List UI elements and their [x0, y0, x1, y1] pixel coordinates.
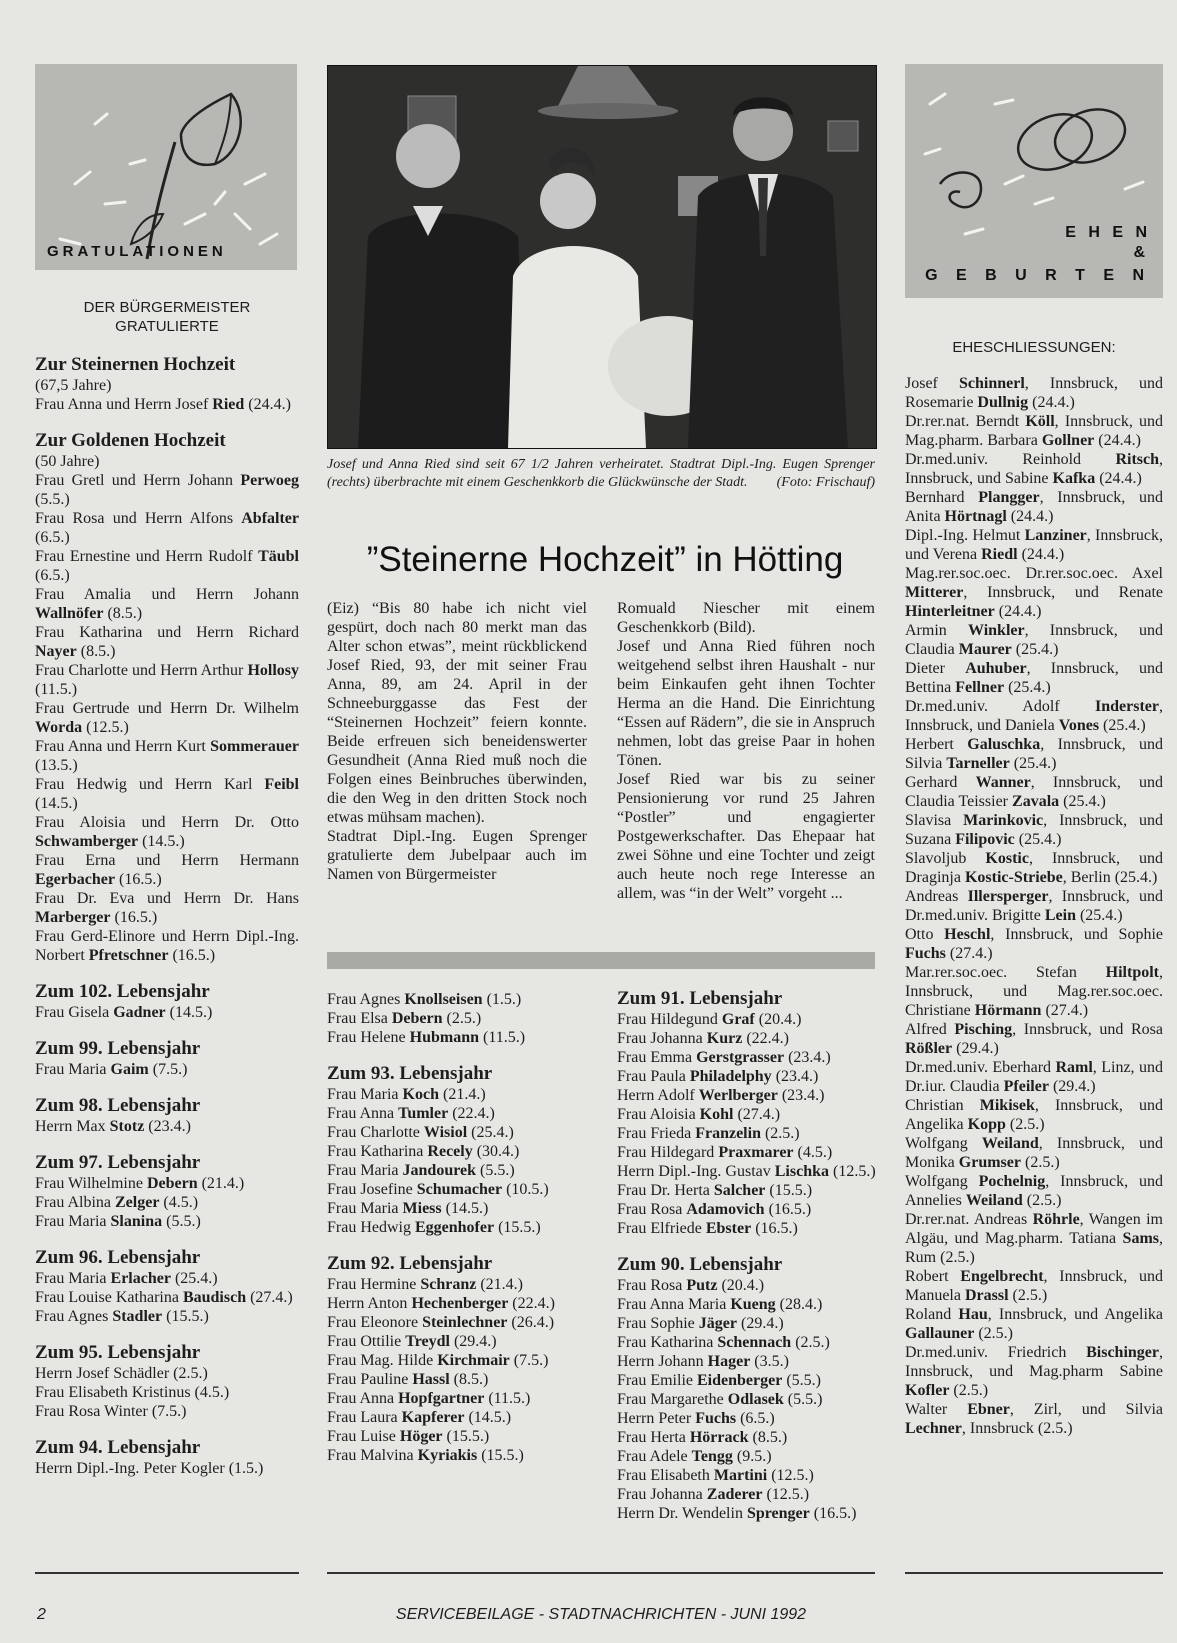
list-item: Frau Rosa Adamovich (16.5.) [617, 1201, 812, 1218]
list-item: Frau Gisela Gadner (14.5.) [35, 1004, 213, 1021]
list-item: Frau Rosa und Herrn Alfons Abfalter (6.5.) [35, 510, 300, 546]
bottom-rule [905, 1572, 1163, 1574]
list-item: Herrn Anton Hechenberger (22.4.) [327, 1295, 555, 1312]
marriage-list [905, 374, 1163, 1438]
list-item: Frau Sophie Jäger (29.4.) [617, 1315, 784, 1332]
section-title: Zum 91. Lebensjahr [617, 988, 783, 1009]
section-subtitle: (50 Jahre) [35, 453, 100, 470]
list-item: Frau Katharina und Herrn Richard Nayer (8.5.) [35, 624, 299, 660]
gratulationen-logo [35, 64, 297, 270]
list-item: Frau Maria Miess (14.5.) [327, 1200, 489, 1217]
section-title: Zum 96. Lebensjahr [35, 1247, 201, 1268]
section-title: Zum 99. Lebensjahr [35, 1038, 201, 1059]
section-title: Zum 92. Lebensjahr [327, 1253, 493, 1274]
list-item: Frau Hildegard Praxmarer (4.5.) [617, 1144, 833, 1161]
article-column-1 [327, 599, 587, 884]
list-item: Herrn Josef Schädler (2.5.) [35, 1365, 208, 1382]
section-title: Zum 102. Lebensjahr [35, 981, 210, 1002]
list-item: Frau Charlotte und Herrn Arthur Hollosy (11.5.) [35, 662, 300, 698]
marriage-entry: Wolfgang Weiland, Innsbruck, und Monika Grumser (2.5.) [905, 1135, 1164, 1171]
list [617, 1276, 877, 1523]
marriage-entry: Dieter Auhuber, Innsbruck, und Bettina Fellner (25.4.) [905, 660, 1163, 696]
list-item: Frau Maria Jandourek (5.5.) [327, 1162, 515, 1179]
list-item: Frau Johanna Zaderer (12.5.) [617, 1486, 810, 1503]
tulip-icon [35, 64, 297, 270]
marriage-entry: Slavoljub Kostic, Innsbruck, und Draginja Kostic-Striebe, Berlin (25.4.) [905, 850, 1164, 886]
list-item: Frau Agnes Knollseisen (1.5.) [327, 991, 522, 1008]
list-item: Frau Elfriede Ebster (16.5.) [617, 1220, 798, 1237]
list-item: Frau Margarethe Odlasek (5.5.) [617, 1391, 823, 1408]
list-item: Frau Charlotte Wisiol (25.4.) [327, 1124, 514, 1141]
marriage-entry: Gerhard Wanner, Innsbruck, und Claudia Teissier Zavala (25.4.) [905, 774, 1163, 810]
section-title: Zum 95. Lebensjahr [35, 1342, 201, 1363]
marriage-entry: Dr.med.univ. Eberhard Raml, Linz, und Dr.iur. Claudia Pfeiler (29.4.) [905, 1059, 1163, 1095]
list [35, 1459, 299, 1478]
list-item: Frau Maria Erlacher (25.4.) [35, 1270, 218, 1287]
list-item: Frau Elisabeth Kristinus (4.5.) [35, 1384, 230, 1401]
page-number: 2 [37, 1606, 46, 1623]
list-item: Frau Herta Hörrack (8.5.) [617, 1429, 788, 1446]
list-item: Frau Maria Slanina (5.5.) [35, 1213, 201, 1230]
marriage-entry: Dr.med.univ. Reinhold Ritsch, Innsbruck, und Sabine Kafka (24.4.) [905, 451, 1163, 487]
photo-caption [327, 456, 875, 492]
list-item: Frau Katharina Recely (30.4.) [327, 1143, 520, 1160]
list [35, 1364, 299, 1421]
list-item: Frau Amalia und Herrn Johann Wallnöfer (8.5.) [35, 586, 299, 622]
list-item: Frau Wilhelmine Debern (21.4.) [35, 1175, 245, 1192]
list-item: Frau Louise Katharina Baudisch (27.4.) [35, 1289, 293, 1306]
marriage-entry: Herbert Galuschka, Innsbruck, und Silvia Tarneller (25.4.) [905, 736, 1164, 772]
marriage-entry: Dipl.-Ing. Helmut Lanziner, Innsbruck, und Verena Riedl (24.4.) [905, 527, 1163, 563]
list-item: Frau Gerd-Elinore und Herrn Dipl.-Ing. Norbert Pfretschner (16.5.) [35, 928, 299, 964]
list [327, 1275, 589, 1465]
list-item: Frau Hildegund Graf (20.4.) [617, 1011, 802, 1028]
list-item: Frau Johanna Kurz (22.4.) [617, 1030, 789, 1047]
marriage-entry: Josef Schinnerl, Innsbruck, und Rosemarie Dullnig (24.4.) [905, 375, 1163, 411]
list-item: Frau Elisabeth Martini (12.5.) [617, 1467, 814, 1484]
middle-column-2 [617, 988, 877, 1523]
photo-illustration [328, 66, 876, 448]
list-item: Frau Emma Gerstgrasser (23.4.) [617, 1049, 831, 1066]
list-item: Frau Mag. Hilde Kirchmair (7.5.) [327, 1352, 549, 1369]
bottom-rule [35, 1572, 299, 1574]
list-item: Frau Aloisia und Herrn Dr. Otto Schwamberger (14.5.) [35, 814, 299, 850]
list-item: Frau Luise Höger (15.5.) [327, 1428, 490, 1445]
list-item: Frau Hedwig Eggenhofer (15.5.) [327, 1219, 541, 1236]
list-item: Frau Rosa Winter (7.5.) [35, 1403, 187, 1420]
left-age-sections [35, 965, 299, 1478]
marriage-entry: Dr.rer.nat. Andreas Röhrle, Wangen im Algäu, und Mag.pharm. Tatiana Sams, Rum (2.5.) [905, 1211, 1163, 1266]
list-item: Frau Eleonore Steinlechner (26.4.) [327, 1314, 555, 1331]
list-item: Herrn Max Stotz (23.4.) [35, 1118, 191, 1135]
marriage-entry: Andreas Illersperger, Innsbruck, und Dr.med.univ. Brigitte Lein (25.4.) [905, 888, 1163, 924]
marriage-entry: Christian Mikisek, Innsbruck, und Angelika Kopp (2.5.) [905, 1097, 1164, 1133]
list-item: Frau Albina Zelger (4.5.) [35, 1194, 199, 1211]
marriage-entry: Slavisa Marinkovic, Innsbruck, und Suzana Filipovic (25.4.) [905, 812, 1164, 848]
list-item: Frau Dr. Eva und Herrn Dr. Hans Marberger (16.5.) [35, 890, 299, 926]
list-item: Frau Emilie Eidenberger (5.5.) [617, 1372, 821, 1389]
left-header [35, 298, 299, 336]
list-item: Frau Paula Philadelphy (23.4.) [617, 1068, 819, 1085]
article-column-2 [617, 599, 875, 903]
marriage-entry: Armin Winkler, Innsbruck, und Claudia Maurer (25.4.) [905, 622, 1163, 658]
list-item: Frau Gretl und Herrn Johann Perwoeg (5.5.) [35, 472, 300, 508]
list-item: Herrn Peter Fuchs (6.5.) [617, 1410, 775, 1427]
list-item: Herrn Adolf Werlberger (23.4.) [617, 1087, 825, 1104]
left-header-line: GRATULIERTE [115, 318, 219, 335]
list-item: Frau Maria Gaim (7.5.) [35, 1061, 188, 1078]
list [327, 1085, 589, 1237]
marriage-entry: Bernhard Plangger, Innsbruck, und Anita Hörtnagl (24.4.) [905, 489, 1163, 525]
list-item: Frau Josefine Schumacher (10.5.) [327, 1181, 549, 1198]
list-item: Frau Agnes Stadler (15.5.) [35, 1308, 209, 1325]
caption-text: Josef und Anna Ried sind seit 67 1/2 Jahren verheiratet. Stadtrat Dipl.-Ing. Eugen Sprenger (rechts) überbrachte mit einem Geschenkkorb die Glückwünsche der Stadt. [327, 457, 875, 490]
list-item: Frau Anna Maria Kueng (28.4.) [617, 1296, 823, 1313]
list-item: Frau Adele Tengg (9.5.) [617, 1448, 772, 1465]
list-item: Frau Elsa Debern (2.5.) [327, 1010, 482, 1027]
list-item: Frau Anna und Herrn Josef Ried (24.4.) [35, 396, 291, 413]
list-item: Frau Ernestine und Herrn Rudolf Täubl (6.5.) [35, 548, 299, 584]
list-item: Herrn Dr. Wendelin Sprenger (16.5.) [617, 1505, 857, 1522]
list [617, 1010, 877, 1238]
section-title: Zur Steinernen Hochzeit [35, 354, 236, 375]
list-item: Frau Pauline Hassl (8.5.) [327, 1371, 489, 1388]
list-item: Frau Laura Kapferer (14.5.) [327, 1409, 512, 1426]
left-column [35, 298, 299, 1478]
section-title: Zur Goldenen Hochzeit [35, 430, 226, 451]
list-item: Frau Rosa Putz (20.4.) [617, 1277, 765, 1294]
marriage-entry: Dr.med.univ. Friedrich Bischinger, Innsbruck, und Mag.pharm Sabine Kofler (2.5.) [905, 1344, 1163, 1399]
gratulationen-label: GRATULATIONEN [47, 243, 227, 260]
left-header-line: DER BÜRGERMEISTER [83, 299, 251, 316]
list-item: Frau Hermine Schranz (21.4.) [327, 1276, 523, 1293]
section-subtitle: (67,5 Jahre) [35, 377, 112, 394]
list-item: Frau Helene Hubmann (11.5.) [327, 1029, 526, 1046]
list-item: Frau Erna und Herrn Hermann Egerbacher (16.5.) [35, 852, 299, 888]
section-title: Zum 94. Lebensjahr [35, 1437, 201, 1458]
divider-bar [327, 952, 875, 969]
section-title: Zum 97. Lebensjahr [35, 1152, 201, 1173]
list-item: Frau Frieda Franzelin (2.5.) [617, 1125, 800, 1142]
marriage-entry: Mar.rer.soc.oec. Stefan Hiltpolt, Innsbruck, und Mag.rer.soc.oec. Christiane Hörmann (27.4.) [905, 964, 1163, 1019]
article-paragraph: (Eiz) “Bis 80 habe ich nicht viel gespürt, doch nach 80 merkt man das Alter schon etwas”, meint rückblickend Josef Ried, 93, der mit seiner Frau Anna, 89, am 24. April in der Schneeburggasse das Fest der “Steinernen Hochzeit” feiern konnte. Beide erfreuen sich beneidenswerter Gesundheit (Anna Ried muß noch die Folgen eines Beinbruches überwinden, die den Weg in den dritten Stock noch etwas mühsam machen). [327, 600, 587, 826]
section-title: Zum 98. Lebensjahr [35, 1095, 201, 1116]
ehen-label: E H E N [1065, 224, 1151, 241]
list-item: Herrn Dipl.-Ing. Gustav Lischka (12.5.) [617, 1163, 876, 1180]
article-paragraph: Romuald Niescher mit einem Geschenkkorb (Bild). [617, 600, 875, 636]
list-item: Frau Malvina Kyriakis (15.5.) [327, 1447, 524, 1464]
article-paragraph: Josef Ried war bis zu seiner Pensionierung vor rund 25 Jahren “Postler” und engagierter Postgewerkschafter. Das Ehepaar hat zwei Söhne und eine Tochter und zeigt auch heute noch rege Interesse an allem, was “in der Welt” vorgeht ... [617, 771, 875, 902]
right-header: EHESCHLIESSUNGEN: [952, 339, 1116, 356]
list-item: Frau Dr. Herta Salcher (15.5.) [617, 1182, 813, 1199]
marriage-entry: Mag.rer.soc.oec. Dr.rer.soc.oec. Axel Mitterer, Innsbruck, und Renate Hinterleitner (24.4.) [905, 565, 1163, 620]
list-item: Frau Anna und Herrn Kurt Sommerauer (13.5.) [35, 738, 299, 774]
right-column [905, 338, 1163, 1438]
marriage-entry: Otto Heschl, Innsbruck, und Sophie Fuchs (27.4.) [905, 926, 1163, 962]
rings-icon [905, 64, 1163, 298]
list [35, 1117, 299, 1136]
marriage-entry: Alfred Pisching, Innsbruck, und Rosa Rößler (29.4.) [905, 1021, 1163, 1057]
footer-title: SERVICEBEILAGE - STADTNACHRICHTEN - JUNI 1992 [395, 1606, 807, 1623]
list [35, 1174, 299, 1231]
list [35, 1269, 299, 1326]
list [327, 990, 589, 1047]
photo [327, 65, 877, 449]
list-item: Frau Anna Tumler (22.4.) [327, 1105, 495, 1122]
marriage-entry: Dr.med.univ. Adolf Inderster, Innsbruck, und Daniela Vones (25.4.) [905, 698, 1163, 734]
geburten-label: G E B U R T E N [925, 267, 1151, 284]
marriage-entry: Wolfgang Pochelnig, Innsbruck, und Annelies Weiland (2.5.) [905, 1173, 1163, 1209]
list-item: Herrn Johann Hager (3.5.) [617, 1353, 789, 1370]
list-item: Frau Hedwig und Herrn Karl Feibl (14.5.) [35, 776, 299, 812]
list-item: Frau Ottilie Treydl (29.4.) [327, 1333, 497, 1350]
ehen-geburten-logo [905, 64, 1163, 298]
list-item: Frau Maria Koch (21.4.) [327, 1086, 486, 1103]
list-item: Frau Gertrude und Herrn Dr. Wilhelm Worda (12.5.) [35, 700, 299, 736]
marriage-entry: Dr.rer.nat. Berndt Köll, Innsbruck, und Mag.pharm. Barbara Gollner (24.4.) [905, 413, 1164, 449]
bottom-rule [327, 1572, 875, 1574]
list-item: Frau Anna Hopfgartner (11.5.) [327, 1390, 531, 1407]
marriage-entry: Walter Ebner, Zirl, und Silvia Lechner, Innsbruck (2.5.) [905, 1401, 1163, 1437]
article-headline: ”Steinerne Hochzeit” in Hötting [366, 540, 844, 579]
list-item: Frau Aloisia Kohl (27.4.) [617, 1106, 781, 1123]
article-paragraph: Stadtrat Dipl.-Ing. Eugen Sprenger gratulierte dem Jubelpaar auch im Namen von Bürgermeister [327, 828, 587, 883]
list [35, 471, 299, 965]
article-paragraph: Josef und Anna Ried führen noch weitgehend selbst ihren Haushalt - nur beim Einkaufen geht ihnen Tochter Herma an die Hand. Die Einrichtung “Essen auf Rädern”, die sie in Anspruch nehmen, lobt das greise Paar in hohen Tönen. [617, 638, 875, 769]
list [35, 1060, 299, 1079]
marriage-entry: Robert Engelbrecht, Innsbruck, und Manuela Drassl (2.5.) [905, 1268, 1163, 1304]
marriage-entry: Roland Hau, Innsbruck, und Angelika Gallauner (2.5.) [905, 1306, 1163, 1342]
section-title: Zum 90. Lebensjahr [617, 1254, 783, 1275]
list [35, 1003, 299, 1022]
ampersand-label: & [1133, 244, 1145, 261]
middle-column-1 [327, 990, 589, 1465]
list-item: Frau Katharina Schennach (2.5.) [617, 1334, 830, 1351]
list-item: Herrn Dipl.-Ing. Peter Kogler (1.5.) [35, 1460, 264, 1477]
section-title: Zum 93. Lebensjahr [327, 1063, 493, 1084]
photo-credit: (Foto: Frischauf) [776, 475, 875, 490]
